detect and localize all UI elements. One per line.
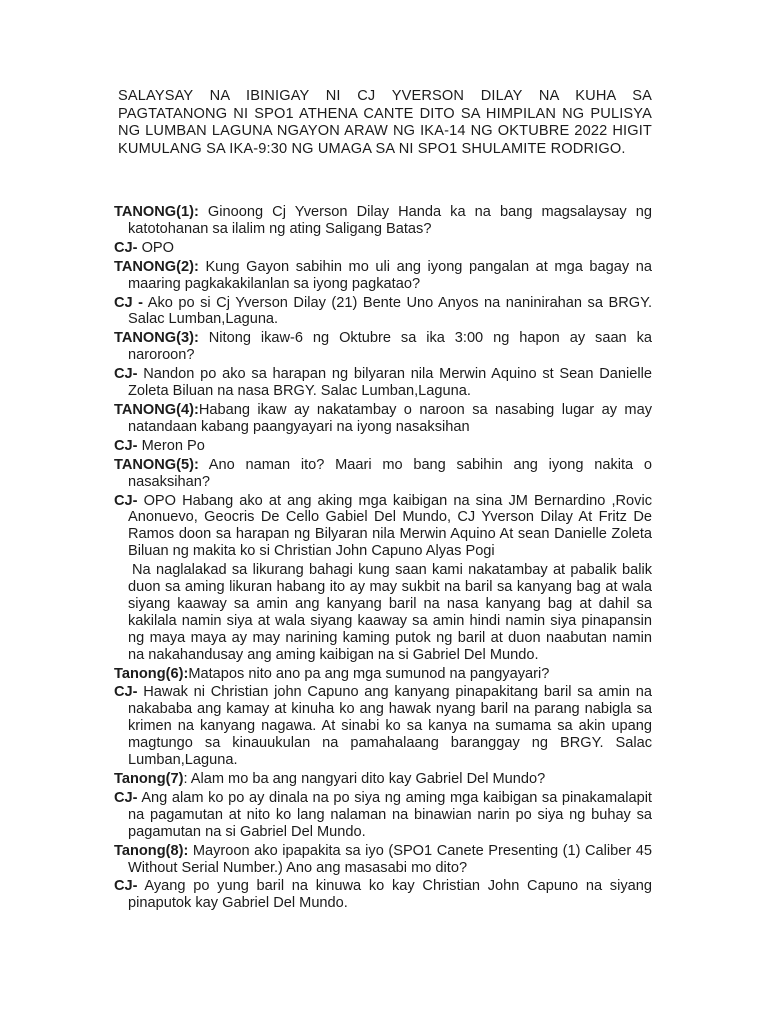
question-1 [114,204,652,238]
question-8 [114,843,652,877]
answer-4 [114,438,652,455]
entry-text: Hawak ni Christian john Capuno ang kanyang pinapakitang baril sa amin na nakababa ang kamay at kinuha ko ang hawak nyang baril na parang nabigla sa krimen na kanyang nagawa. At sinabi ko sa kanya na sumama sa akin upang magtungo sa kinauukulan na pamahalaang baranggay ng BRGY. Salac Lumban,Laguna. [128,684,652,769]
entry-text: : Alam mo ba ang nangyari dito kay Gabriel Del Mundo? [183,771,546,787]
entry-label: CJ- [114,492,138,509]
entry-label: TANONG(5): [114,456,199,473]
answer-7 [114,790,652,841]
entry-text: Mayroon ako ipapakita sa iyo (SPO1 Canete Presenting (1) Caliber 45 Without Serial Number.) Ano ang masasabi mo dito? [128,842,652,876]
answer-5-continuation [114,562,652,663]
answer-2 [114,295,652,329]
entry-text: Nitong ikaw-6 ng Oktubre sa ika 3:00 ng hapon ay saan ka naroroon? [128,330,652,364]
entry-label: CJ- [114,684,138,701]
entry-text: Ako po si Cj Yverson Dilay (21) Bente Uno Anyos na naninirahan sa BRGY. Salac Lumban,Laguna. [128,294,652,328]
question-4 [114,402,652,436]
entry-label: Tanong(7) [114,771,184,787]
answer-5 [114,493,652,561]
entry-label: Tanong(8): [114,842,189,859]
entry-label: CJ- [114,878,138,895]
question-5 [114,457,652,491]
entry-text: Nandon po ako sa harapan ng bilyaran nila Merwin Aquino st Sean Danielle Zoleta Biluan na nasa BRGY. Salac Lumban,Laguna. [128,366,652,400]
entry-text: OPO [137,239,175,256]
entry-label: CJ - [114,294,144,311]
entry-text: Ayang po yung baril na kinuwa ko kay Christian John Capuno na siyang pinaputok kay Gabriel Del Mundo. [128,878,652,912]
answer-1 [114,240,652,257]
entry-text: Kung Gayon sabihin mo uli ang iyong pangalan at mga bagay na maaring pagkakakilanlan sa iyong pagkatao? [128,258,652,292]
entry-label: TANONG(4): [114,401,199,418]
answer-3 [114,366,652,400]
entry-text: Matapos nito ano pa ang mga sumunod na pangyayari? [188,665,550,682]
entry-label: CJ- [114,366,138,383]
question-6 [114,666,652,683]
entry-text: Meron Po [137,437,205,454]
entry-text: Ang alam ko po ay dinala na po siya ng aming mga kaibigan sa pinakamalapit na pagamutan at nito ko lang nalaman na binawian narin po siya ng buhay sa pagamutan na si Gabriel Del Mundo. [128,789,652,840]
answer-6 [114,684,652,769]
entry-label: CJ- [114,437,138,454]
question-2 [114,259,652,293]
question-3 [114,330,652,364]
entry-label: TANONG(1): [114,204,199,220]
entry-text: Ano naman ito? Maari mo bang sabihin ang iyong nakita o nasaksihan? [128,456,652,490]
entry-text: Na naglalakad sa likurang bahagi kung saan kami nakatambay at pabalik balik duon sa aming likuran habang ito ay may sukbit na baril sa kanyang bag at wala siyang kaaway sa amin ang kanyang baril na nasa kanyang bag at dahil sa kakilala namin siya at wala siyang kaaway sa amin hindi namin siya pinapansin ng maya maya ay may narining kaming putok ng baril at duon naabutan namin na nakahandusay ang aming kaibigan na si Gabriel Del Mundo. [128,562,652,663]
entry-label: TANONG(3): [114,330,199,347]
entry-label: Tanong(6): [114,665,189,682]
question-7 [114,771,652,788]
entry-text: Habang ikaw ay nakatambay o naroon sa nasabing lugar ay may natandaan kabang paangyayari na iyong nasaksihan [128,401,652,435]
statement-header: SALAYSAY NA IBINIGAY NI CJ YVERSON DILAY NA KUHA SA PAGTATANONG NI SPO1 ATHENA CANTE DITO SA HIMPILAN NG PULISYA NG LUMBAN LAGUNA NGAYON ARAW NG IKA-14 NG OKTUBRE 2022 HIGIT KUMULANG SA IKA-9:30 NG UMAGA SA NI SPO1 SHULAMITE RODRIGO. [118,88,652,157]
answer-8 [114,878,652,912]
entry-label: CJ- [114,239,138,256]
entry-text: OPO Habang ako at ang aking mga kaibigan na sina JM Bernardino ,Rovic Anonuevo, Geocris De Cello Gabiel Del Mundo, CJ Yverson Dilay At Fritz De Ramos doon sa harapan ng Bilyaran nila Merwin Aquino At sean Danielle Zoleta Biluan ng makita ko si Christian John Capuno Alyas Pogi [128,492,652,560]
question-answer-list [114,204,652,914]
entry-label: TANONG(2): [114,258,199,275]
entry-label: CJ- [114,789,138,806]
entry-text: Ginoong Cj Yverson Dilay Handa ka na bang magsalaysay ng katotohanan sa ilalim ng ating Saligang Batas? [128,204,652,237]
